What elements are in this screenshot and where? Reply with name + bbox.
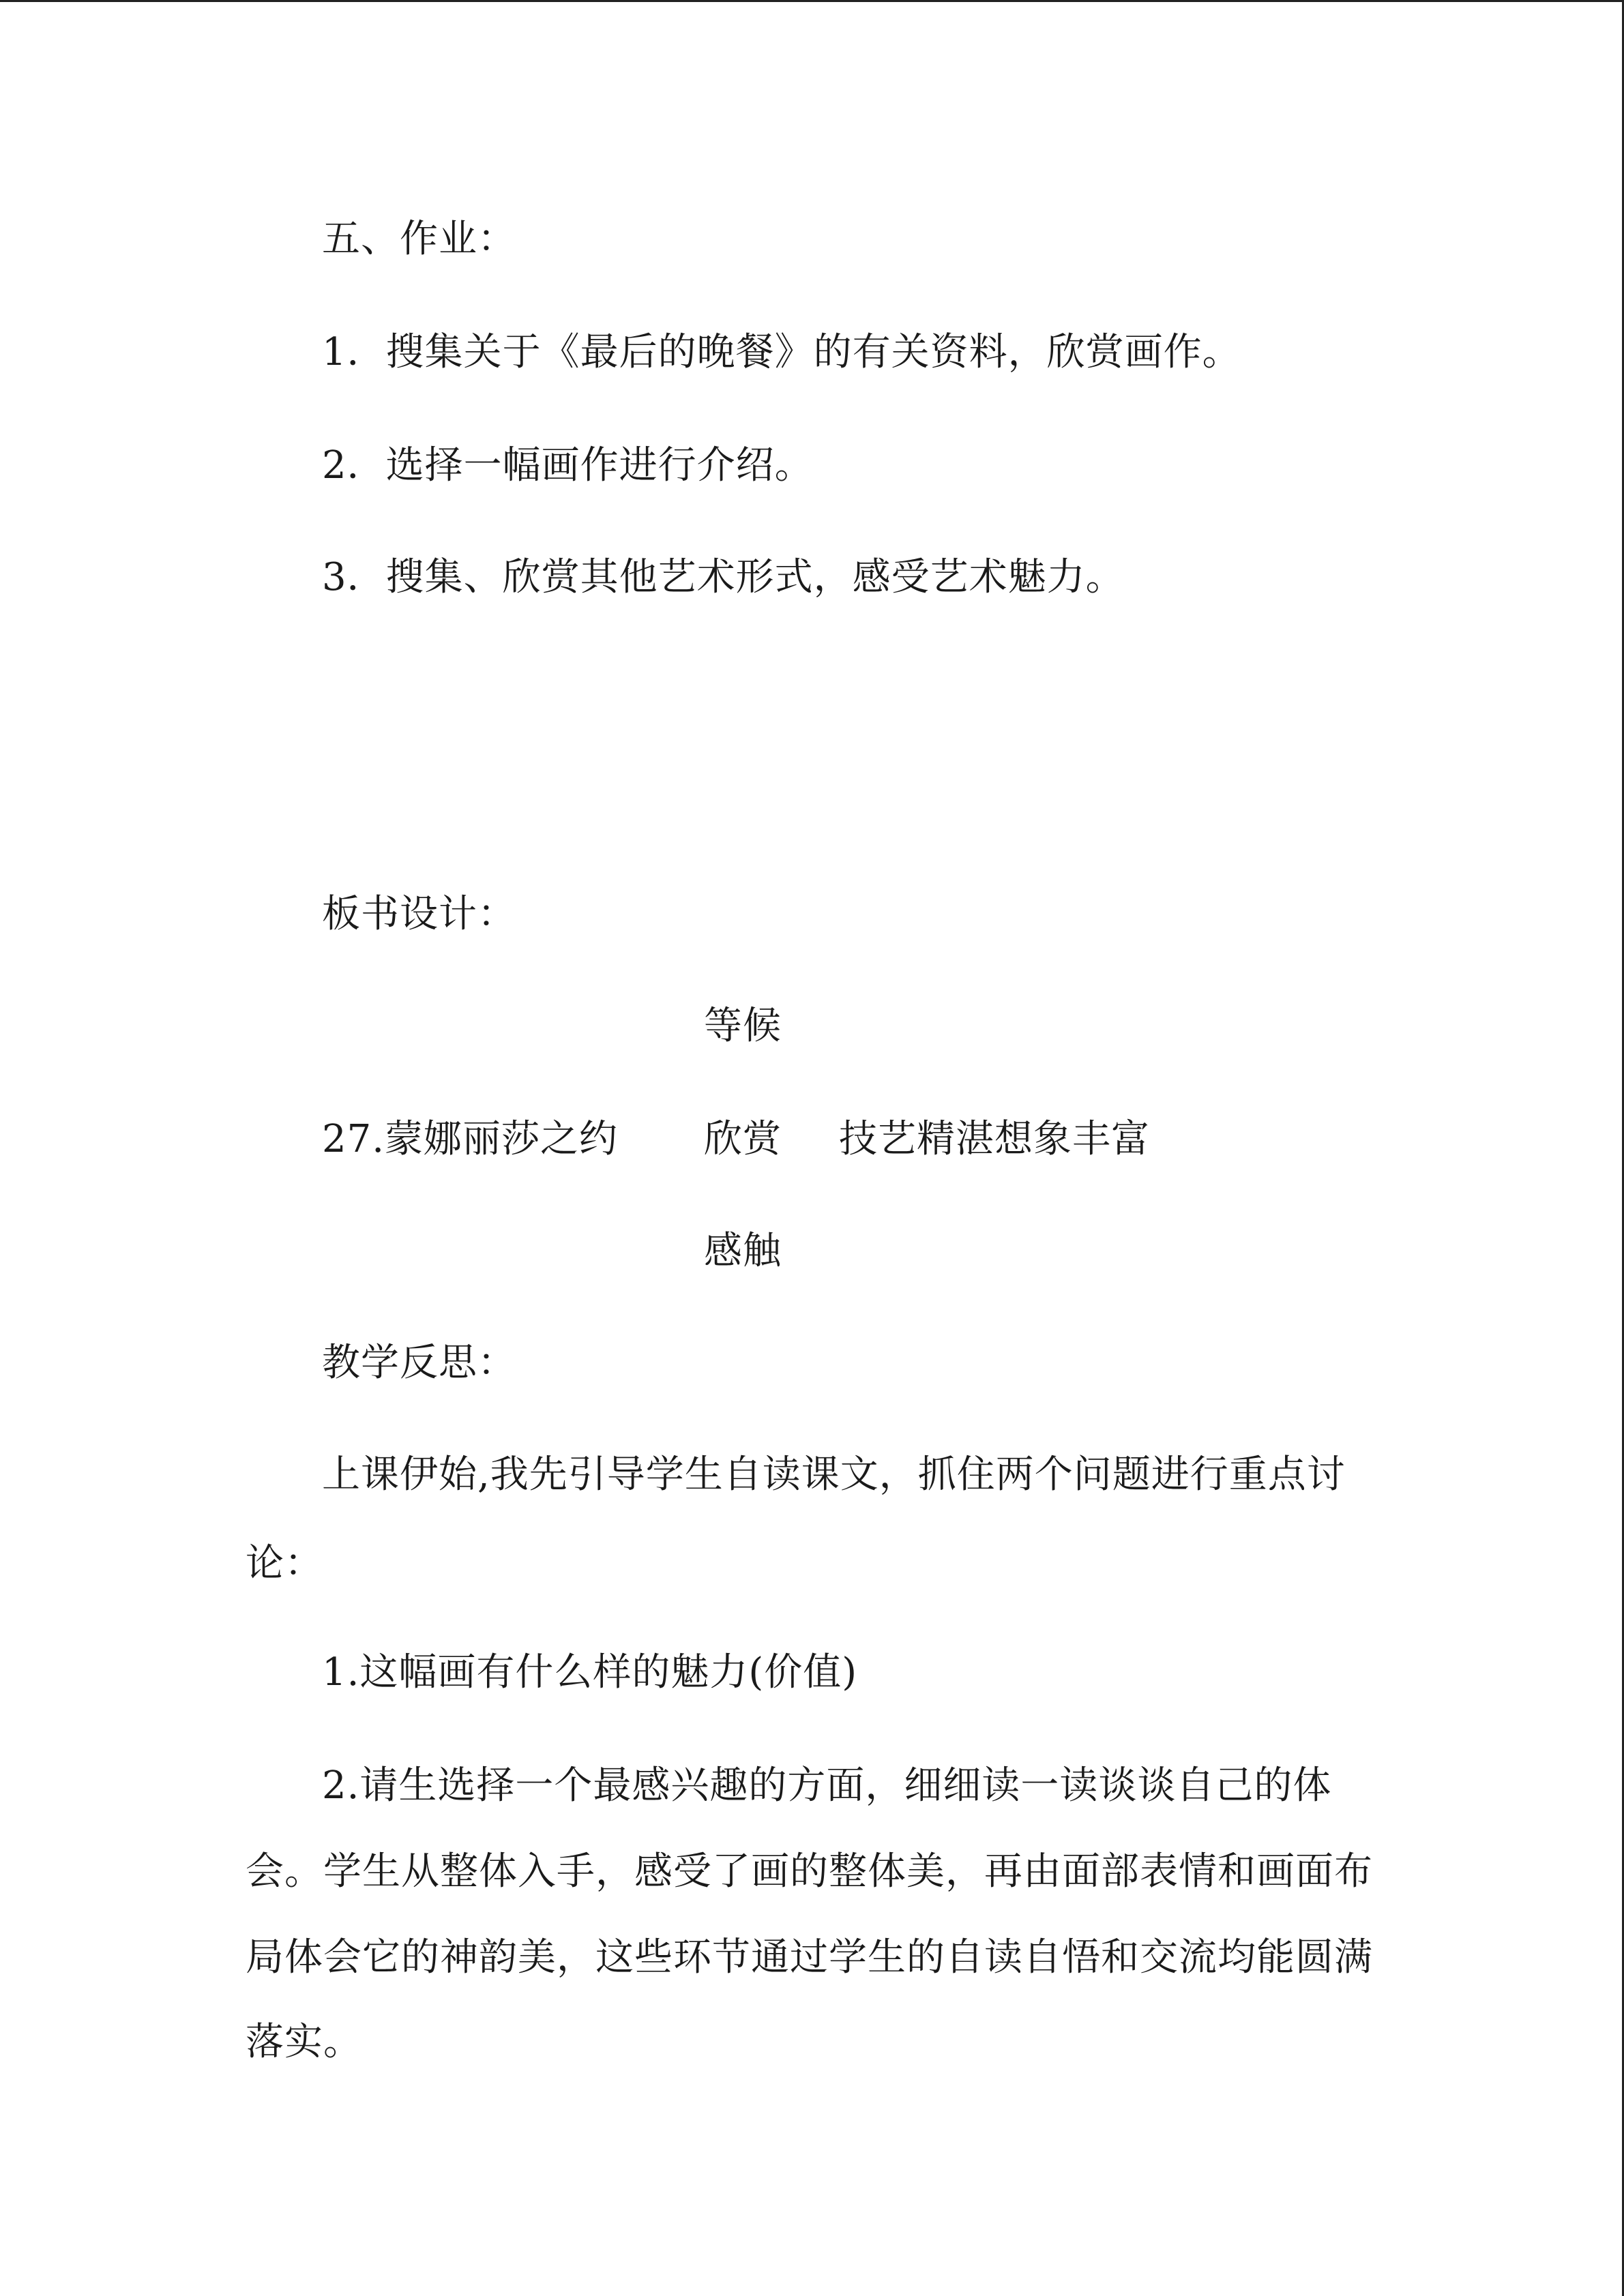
board-note: 技艺精湛想象丰富 (839, 1117, 1150, 1161)
reflection-paragraph-2-line-4: 落实。 (246, 2020, 362, 2064)
homework-item-3: 3．搜集、欣赏其他艺术形式，感受艺术魅力。 (322, 555, 1125, 599)
reflection-paragraph-1-line-1: 上课伊始,我先引导学生自读课文，抓住两个问题进行重点讨 (322, 1452, 1346, 1497)
reflection-heading: 教学反思： (322, 1341, 516, 1385)
reflection-paragraph-1-line-2: 论： (246, 1541, 323, 1585)
board-stage-wait: 等候 (704, 1004, 782, 1048)
homework-heading: 五、作业： (322, 217, 516, 261)
board-design-heading: 板书设计： (322, 892, 516, 936)
board-lesson-title: 27.蒙娜丽莎之约 (322, 1117, 619, 1161)
reflection-question-1: 1.这幅画有什么样的魅力(价值) (322, 1650, 858, 1695)
board-stage-appreciate: 欣赏 (704, 1117, 782, 1161)
reflection-paragraph-2-line-2: 会。学生从整体入手，感受了画的整体美，再由面部表情和画面布 (246, 1849, 1373, 1894)
homework-item-1: 1．搜集关于《最后的晚餐》的有关资料，欣赏画作。 (322, 330, 1241, 374)
board-stage-feel: 感触 (704, 1229, 782, 1273)
homework-item-2: 2．选择一幅画作进行介绍。 (322, 443, 814, 488)
reflection-paragraph-2-line-1: 2.请生选择一个最感兴趣的方面，细细读一读谈谈自己的体 (322, 1763, 1332, 1808)
page-top-border (0, 0, 1624, 2)
reflection-paragraph-2-line-3: 局体会它的神韵美，这些环节通过学生的自读自悟和交流均能圆满 (246, 1935, 1373, 1980)
